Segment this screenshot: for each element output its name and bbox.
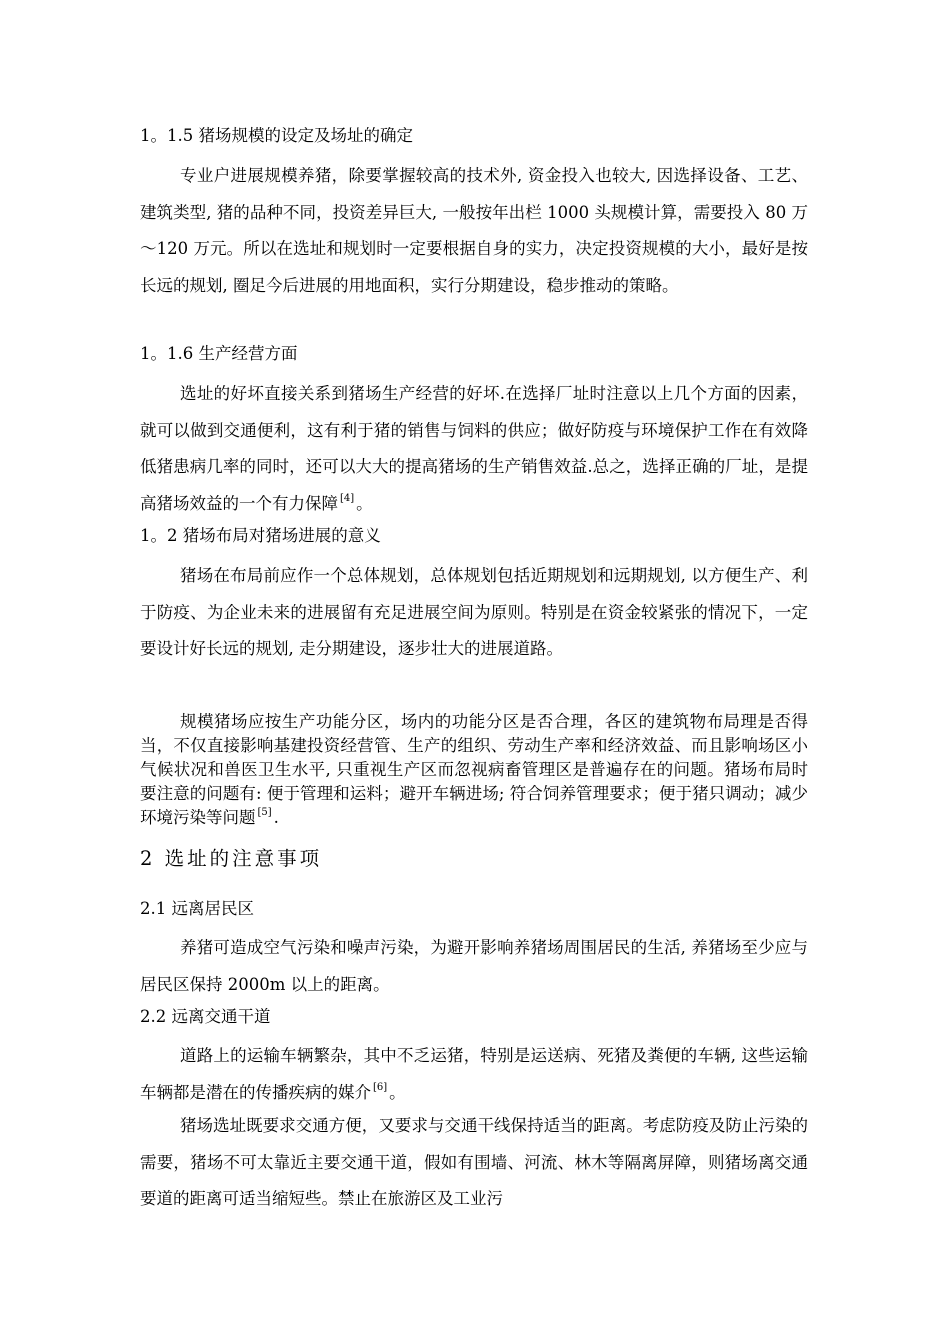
paragraph-functional-zones-text: 规模猪场应按生产功能分区，场内的功能分区是否合理，各区的建筑物布局理是否得当，不仅直接影响基建投资经营管、生产的组织、劳动生产率和经济效益、而且影响场区小气候状况和兽医卫生水平, 只重视生产区而忽视病畜管理区是普遍存在的问题。猪场布局时要注意的问题有: 便于管理和运料；避开车辆进场; 符合饲养管理要求；便于猪只调动；减少环境污染等问题 <box>140 712 808 827</box>
heading-2-2: 2.2 远离交通干道 <box>140 1007 271 1026</box>
citation-6: [6] <box>373 1081 388 1093</box>
heading-2-1: 2.1 远离居民区 <box>140 899 254 918</box>
citation-4: [4] <box>340 492 355 504</box>
paragraph-functional-zones <box>140 710 808 830</box>
paragraph-distance: 猪场选址既要求交通方便，又要求与交通干线保持适当的距离。考虑防疫及防止污染的需要，猪场不可太靠近主要交通干道，假如有围墙、河流、林木等隔离屏障，则猪场离交通要道的距离可适当缩短些。禁止在旅游区及工业污 <box>140 1116 808 1208</box>
paragraph-scale: 专业户进展规模养猪，除要掌握较高的技术外, 资金投入也较大, 因选择设备、工艺、建筑类型, 猪的品种不同，投资差异巨大, 一般按年出栏 1000 头规模计算，需要投入 80 万～120 万元。所以在选址和规划时一定要根据自身的实力，决定投资规模的大小，最好是按长远的规划, 圈足今后进展的用地面积，实行分期建设，稳步推动的策略。 <box>140 166 808 295</box>
citation-5: [5] <box>257 807 272 818</box>
heading-1-1-5: 1。1.5 猪场规模的设定及场址的确定 <box>140 126 413 145</box>
heading-2: 2 选址的注意事项 <box>140 847 323 870</box>
heading-1-2: 1。2 猪场布局对猪场进展的意义 <box>140 526 381 545</box>
heading-1-1-6: 1。1.6 生产经营方面 <box>140 344 298 363</box>
paragraph-layout-plan: 猪场在布局前应作一个总体规划，总体规划包括近期规划和远期规划, 以方便生产、利于防疫、为企业未来的进展留有充足进展空间为原则。特别是在资金较紧张的情况下，一定要设计好长远的规划, 走分期建设，逐步壮大的进展道路。 <box>140 566 808 658</box>
paragraph-operations <box>140 376 808 522</box>
paragraph-functional-zones-end: . <box>273 808 279 827</box>
paragraph-traffic-end: 。 <box>389 1082 406 1102</box>
paragraph-traffic-text: 道路上的运输车辆繁杂，其中不乏运猪，特别是运送病、死猪及粪便的车辆, 这些运输车辆都是潜在的传播疾病的媒介 <box>140 1046 808 1102</box>
paragraph-operations-text: 选址的好坏直接关系到猪场生产经营的好坏.在选择厂址时注意以上几个方面的因素，就可以做到交通便利，这有利于猪的销售与饲料的供应；做好防疫与环境保护工作在有效降低猪患病几率的同时，还可以大大的提高猪场的生产销售效益.总之，选择正确的厂址，是提高猪场效益的一个有力保障 <box>140 384 808 513</box>
paragraph-traffic <box>140 1038 808 1111</box>
paragraph-residential: 养猪可造成空气污染和噪声污染，为避开影响养猪场周围居民的生活, 养猪场至少应与居民区保持 2000m 以上的距离。 <box>140 938 808 994</box>
paragraph-operations-end: 。 <box>356 493 373 513</box>
